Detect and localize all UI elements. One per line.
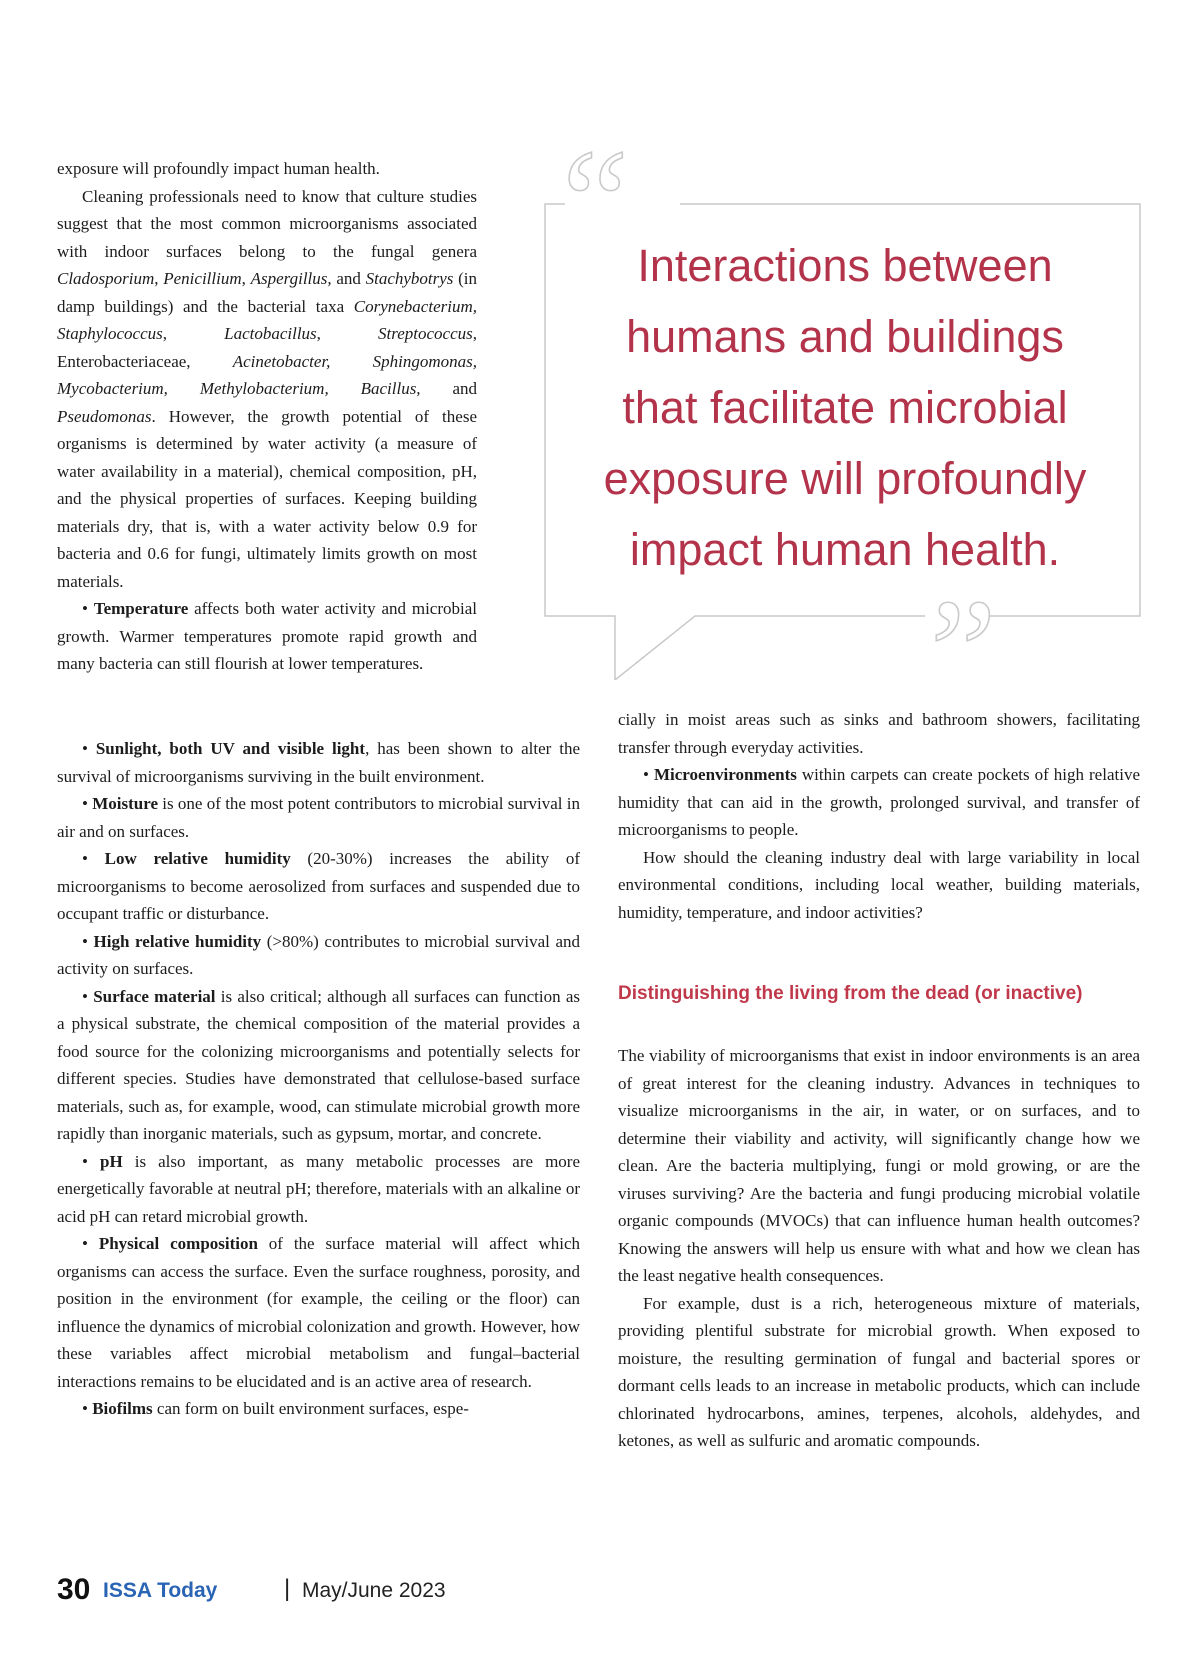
bullet-sunlight: • Sunlight, both UV and visible light, has been shown to alter the survival of microorganisms surviving in the built environment. bbox=[57, 739, 580, 786]
bullet-physical-composition: • Physical composition of the surface material will affect which organisms can access the surface. Even the surface roughness, porosity, and position in the environment (for example, the ceiling or the floor) can influence the dynamics of microbial colonization and growth. However, how these variables affect microbial metabolism and fungal–bacterial interactions remains to be elucidated and is an active area of research. bbox=[57, 1234, 580, 1391]
paragraph-viability: The viability of microorganisms that exist in indoor environments is an area of great interest for the cleaning industry. Advances in techniques to visualize microorganisms in the air, in water, or on surfaces, and to determine their viability and activity, will significantly change how we clean. Are the bacteria multiplying, fungi or mold growing, or are the viruses surviving? Are the bacteria and fungi producing microbial volatile organic compounds (MVOCs) that can influence human health outcomes? Knowing the answers will help us ensure with what and how we clean has the least negative health consequences. bbox=[618, 1046, 1140, 1285]
page-number: 30 bbox=[57, 1573, 91, 1606]
left-column-bottom bbox=[57, 735, 580, 1423]
bullet-ph: • pH is also important, as many metabolic processes are more energetically favorable at neutral pH; therefore, materials with an alkaline or acid pH can retard microbial growth. bbox=[57, 1151, 581, 1226]
paragraph-dust: For example, dust is a rich, heterogeneous mixture of materials, providing plentiful substrate for microbial growth. When exposed to moisture, the resulting germination of fungal and bacterial spores or dormant cells leads to an increase in metabolic products, which can include chlorinated hydrocarbons, amines, terpenes, alcohols, aldehydes, and ketones, as well as sulfuric and aromatic compounds. bbox=[618, 1293, 1140, 1450]
bullet-high-humidity: • High relative humidity (>80%) contributes to microbial survival and activity on surfaces. bbox=[57, 931, 580, 978]
open-quote-icon: “ bbox=[562, 150, 629, 285]
footer-separator: | bbox=[284, 1575, 291, 1602]
bullet-biofilms: • Biofilms can form on built environment surfaces, espe- bbox=[82, 1399, 469, 1418]
issue-date: May/June 2023 bbox=[302, 1579, 446, 1602]
close-quote-icon: ” bbox=[930, 569, 997, 680]
paragraph-genera: Cleaning professionals need to know that culture studies suggest that the most common microorganisms associated with indoor surfaces belong to the fungal genera Cladosporium, Penicillium, Aspergillus, and Stachybotrys (in damp buildings) and the bacterial taxa Corynebacterium, Staphylococcus, Lactobacillus, Streptococcus, Enterobacteriaceae, Acinetobacter, Sphingomonas, Mycobacterium, Methylobacterium, Bacillus, and Pseudomonas. However, the growth potential of these organisms is determined by water activity (a measure of water availability in a material), chemical composition, pH, and the physical properties of surfaces. Keeping building materials dry, that is, with a water activity below 0.9 for bacteria and 0.6 for fungi, ultimately limits growth on most materials. bbox=[57, 186, 478, 591]
pull-quote bbox=[540, 150, 1150, 680]
paragraph-biofilms-continued: cially in moist areas such as sinks and bathroom showers, facilitating transfer through everyday activities. bbox=[618, 710, 1140, 757]
paragraph-question: How should the cleaning industry deal with large variability in local environmental conditions, including local weather, building materials, humidity, temperature, and indoor activities? bbox=[618, 847, 1140, 922]
right-column-top bbox=[618, 706, 1140, 926]
bullet-low-humidity: • Low relative humidity (20-30%) increases the ability of microorganisms to become aerosolized from surfaces and suspended due to occupant traffic or disturbance. bbox=[57, 849, 581, 923]
pull-quote-line: Interactions between bbox=[637, 240, 1053, 291]
left-column-top bbox=[57, 155, 477, 678]
paragraph-continuation: exposure will profoundly impact human health. bbox=[57, 159, 380, 178]
bullet-surface-material: • Surface material is also critical; although all surfaces can function as a physical substrate, the chemical composition of the material provides a food source for the colonizing microorganisms and potentially selects for different species. Studies have demonstrated that cellulose-based surface materials, such as, for example, wood, can stimulate microbial growth more rapidly than inorganic materials, such as gypsum, mortar, and concrete. bbox=[57, 986, 580, 1143]
section-heading: Distinguishing the living from the dead (or inactive) bbox=[618, 983, 1083, 1004]
pull-quote-line: exposure will profoundly bbox=[603, 453, 1087, 504]
bullet-moisture: • Moisture is one of the most potent contributors to microbial survival in air and on surfaces. bbox=[57, 794, 580, 841]
pull-quote-line: humans and buildings bbox=[626, 311, 1064, 362]
bullet-temperature: • Temperature affects both water activity and microbial growth. Warmer temperatures promote rapid growth and many bacteria can still flourish at lower temperatures. bbox=[57, 599, 478, 673]
pull-quote-line: impact human health. bbox=[629, 524, 1061, 575]
magazine-name: ISSA Today bbox=[103, 1579, 218, 1602]
right-column-body bbox=[618, 1042, 1140, 1455]
pull-quote-text bbox=[565, 230, 1125, 585]
bullet-microenvironments: • Microenvironments within carpets can create pockets of high relative humidity that can aid in the growth, prolonged survival, and transfer of microorganisms to people. bbox=[618, 765, 1140, 839]
pull-quote-line: that facilitate microbial bbox=[622, 382, 1068, 433]
